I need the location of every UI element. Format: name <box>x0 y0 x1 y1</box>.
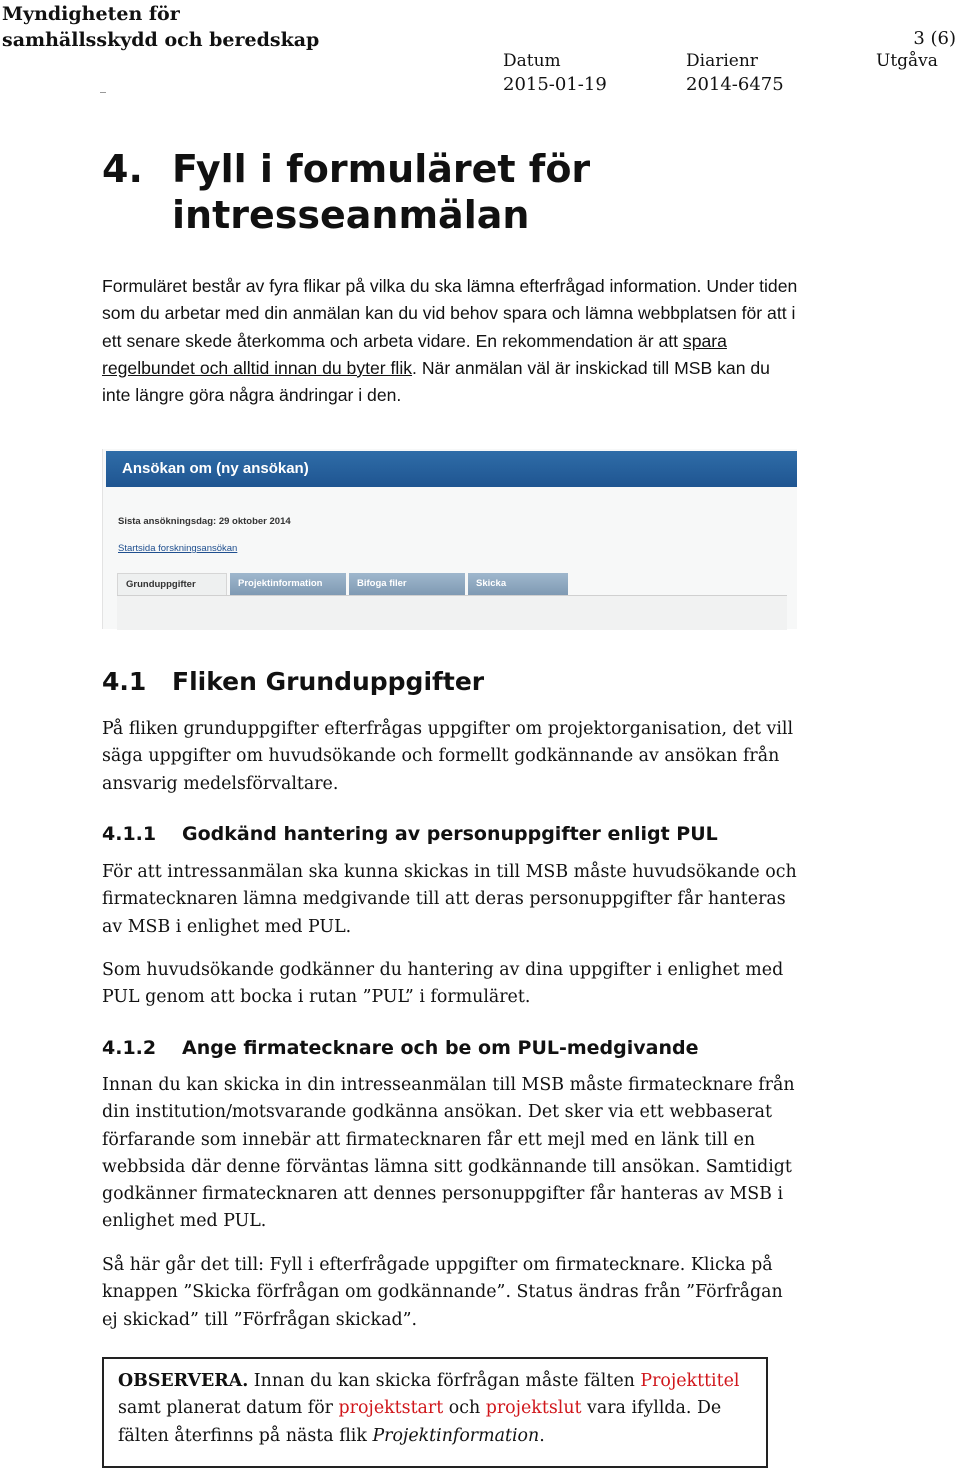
intro-text-end: . När anmälan väl är inskickad till MSB kan du inte längre göra några ändringar i den. <box>102 357 770 406</box>
section-4-number: 4. <box>102 147 143 191</box>
screenshot-title-bar: Ansökan om (ny ansökan) <box>106 451 797 487</box>
observe-label: OBSERVERA. <box>118 1371 249 1391</box>
date-label: Datum <box>503 51 561 71</box>
section-4-1-2-paragraph-1: Innan du kan skicka in din intresseanmälan till MSB måste firmatecknare från din institution/motsvarande godkänna ansökan. Det sker via ett webbaserat förfarande som innebär att firmatecknaren får ett mejl med en länk till en webbsida där denne förväntas lämna sitt godkännande till ansökan. Samtidigt godkänner firmatecknaren att dennes personuppgifter får hanteras av MSB i enlighet med PUL. <box>102 1075 795 1232</box>
section-4-intro <box>102 273 802 409</box>
section-4-1-text: På fliken grunduppgifter efterfrågas uppgifter om projektorganisation, det vill säga uppgifter om huvudsökande och formellt godkännande av ansökan från ansvarig medelsförvaltare. <box>102 719 794 794</box>
section-4-1-title: Fliken Grunduppgifter <box>172 667 485 696</box>
note-text-4: vara ifyllda. De fälten återfinns på nästa flik <box>118 1398 722 1446</box>
section-4-1-1-paragraph-2: Som huvudsökande godkänner du hantering av dina uppgifter i enlighet med PUL genom att bocka i rutan ”PUL” i formuläret. <box>102 960 784 1008</box>
tab-name-projektinformation: Projektinformation <box>372 1425 540 1446</box>
screenshot-deadline: Sista ansökningsdag: 29 oktober 2014 <box>118 516 291 527</box>
note-text-5: . <box>539 1425 545 1446</box>
diarie-value: 2014-6475 <box>686 74 784 95</box>
section-4-1-2-title: Ange firmatecknare och be om PUL-medgivande <box>182 1037 699 1059</box>
field-projektstart: projektstart <box>338 1398 444 1419</box>
field-projekttitel: Projekttitel <box>640 1371 740 1391</box>
organization-name <box>2 1 319 53</box>
observe-note-box <box>102 1357 768 1468</box>
field-projektslut: projektslut <box>485 1398 582 1419</box>
screenshot-tabs <box>117 573 568 595</box>
section-4-1-1-number: 4.1.1 <box>102 823 157 845</box>
screenshot-tab-bifoga-filer: Bifoga filer <box>349 573 465 595</box>
observe-note-text <box>118 1368 758 1450</box>
diarie-label: Diarienr <box>686 51 758 71</box>
section-4-1-2-paragraph-2: Så här går det till: Fyll i efterfrågade uppgifter om firmatecknare. Klicka på knappen ”Skicka förfrågan om godkännande”. Status ändras från ”Förfrågan ej skickad” till ”Förfrågan skickad”. <box>102 1255 783 1330</box>
section-4-1-number: 4.1 <box>102 667 147 696</box>
application-form-screenshot <box>102 449 797 629</box>
screenshot-tab-skicka: Skicka <box>468 573 568 595</box>
screenshot-form-body <box>117 595 787 630</box>
section-4-heading <box>102 146 902 238</box>
save-recommendation-text: spara regelbundet och alltid innan du byter flik <box>102 330 727 378</box>
header-mark <box>100 92 106 93</box>
note-text-3: och <box>443 1398 486 1419</box>
intro-text-start: Formuläret består av fyra flikar på vilka du ska lämna efterfrågad information. Under tiden som du arbetar med din anmälan kan du vid behov spara och lämna webbplatsen för att i ett senare skede återkomma och arbeta vidare. En rekommendation är att <box>102 276 798 351</box>
note-text-2: samt planerat datum för <box>118 1398 339 1419</box>
screenshot-tab-projektinformation: Projektinformation <box>230 573 346 595</box>
organization-line-2: samhällsskydd och beredskap <box>2 29 320 51</box>
section-4-title-line-2: intresseanmälan <box>172 193 530 237</box>
note-text-1: Innan du kan skicka förfrågan måste fälten <box>248 1371 641 1391</box>
section-4-1-1-heading <box>102 821 718 847</box>
screenshot-tab-grunduppgifter: Grunduppgifter <box>117 573 227 595</box>
screenshot-start-link: Startsida forskningsansökan <box>118 543 238 554</box>
edition-label: Utgåva <box>876 51 938 71</box>
section-4-1-1-paragraph-1: För att intressanmälan ska kunna skickas in till MSB måste huvudsökande och firmatecknaren lämna medgivande till att deras personuppgifter får hanteras av MSB i enlighet med PUL. <box>102 862 797 937</box>
organization-line-1: Myndigheten för <box>2 3 180 25</box>
section-4-1-2-heading <box>102 1035 698 1061</box>
section-4-1-heading <box>102 665 484 699</box>
date-value: 2015-01-19 <box>503 74 607 95</box>
section-4-1-2-number: 4.1.2 <box>102 1037 157 1059</box>
page-number: 3 (6) <box>913 28 956 49</box>
section-4-1-1-title: Godkänd hantering av personuppgifter enligt PUL <box>182 823 718 845</box>
section-4-title-line-1: Fyll i formuläret för <box>172 147 591 191</box>
